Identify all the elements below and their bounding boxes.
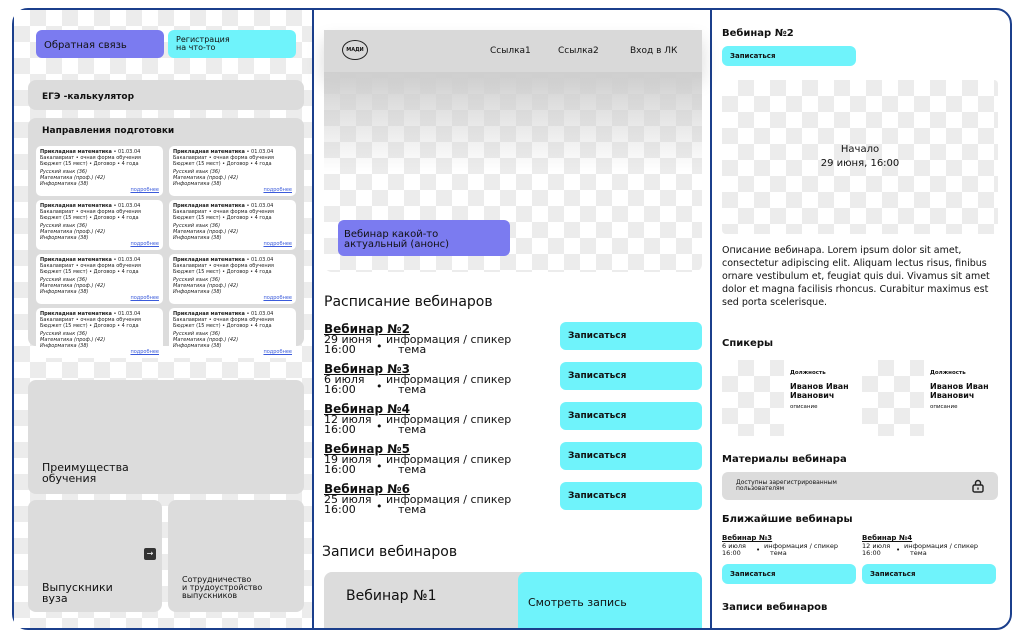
speaker-photo: [862, 360, 924, 436]
speakers-title: Спикеры: [722, 338, 774, 349]
speaker-name: Иванов Иван Иванович: [930, 382, 989, 400]
separator-dot: •: [896, 546, 901, 554]
program-card[interactable]: [36, 146, 163, 196]
register-button[interactable]: Регистрация на что-то: [168, 30, 296, 58]
records-title: Записи вебинаров: [322, 544, 458, 560]
program-card[interactable]: [36, 254, 163, 304]
program-subject: Математика (проф.) (42): [173, 283, 239, 289]
nearest-info: информация / спикер тема: [764, 542, 839, 557]
speaker-photo: [722, 360, 784, 436]
separator-dot: •: [376, 420, 383, 433]
graduates-card[interactable]: [28, 500, 162, 612]
more-link[interactable]: подробнее: [130, 295, 159, 301]
schedule-webinar-title[interactable]: Вебинар №6: [324, 482, 411, 496]
program-card[interactable]: [169, 146, 296, 196]
separator-dot: •: [376, 460, 383, 473]
nav-login[interactable]: Вход в ЛК: [630, 46, 678, 56]
program-level: Бакалавриат • очная форма обучения: [173, 263, 274, 269]
schedule-signup-button[interactable]: Записаться: [560, 362, 702, 390]
program-budget: Бюджет (15 мест) • Договор • 4 года: [173, 269, 272, 275]
directions-title: Направления подготовки: [42, 126, 175, 136]
hero-shade: [324, 72, 702, 172]
schedule-datetime: 29 июня 16:00: [324, 333, 372, 356]
page-frame: [12, 8, 1012, 630]
advantages-label: Преимущества обучения: [42, 461, 129, 485]
program-level: Бакалавриат • очная форма обучения: [173, 209, 274, 215]
program-subject: Математика (проф.) (42): [173, 229, 239, 235]
program-title: Прикладная математика • 01.03.04: [173, 257, 274, 263]
center-column: [314, 10, 712, 628]
schedule-webinar-title[interactable]: Вебинар №3: [324, 362, 411, 376]
schedule-info: информация / спикер тема: [386, 453, 512, 476]
speaker-card: [722, 360, 860, 436]
schedule-title: Расписание вебинаров: [324, 294, 493, 310]
schedule-signup-button[interactable]: Записаться: [560, 482, 702, 510]
nearest-title-link[interactable]: Вебинар №4: [862, 534, 913, 542]
program-subject: Математика (проф.) (42): [40, 283, 106, 289]
more-link[interactable]: подробнее: [263, 295, 292, 301]
program-subject: Русский язык (36): [173, 331, 221, 337]
schedule-signup-button[interactable]: Записаться: [560, 322, 702, 350]
program-title: Прикладная математика • 01.03.04: [173, 149, 274, 155]
separator-dot: •: [376, 380, 383, 393]
program-budget: Бюджет (15 мест) • Договор • 4 года: [173, 161, 272, 167]
more-link[interactable]: подробнее: [130, 349, 159, 355]
nearest-webinar: [722, 534, 858, 588]
program-level: Бакалавриат • очная форма обучения: [173, 155, 274, 161]
left-column: [14, 10, 314, 628]
hero-banner: [324, 30, 702, 272]
speaker-role: Должность: [790, 370, 826, 376]
program-subject: Информатика (38): [40, 289, 89, 295]
program-subject: Русский язык (36): [40, 169, 88, 175]
ege-calculator-card[interactable]: [28, 80, 304, 110]
program-subject: Информатика (38): [40, 181, 89, 187]
program-budget: Бюджет (15 мест) • Договор • 4 года: [40, 323, 139, 329]
separator-dot: •: [376, 340, 383, 353]
schedule-item: [324, 362, 704, 398]
nav-link1[interactable]: Ссылка1: [490, 46, 531, 56]
lock-icon: [972, 479, 984, 493]
materials-text: Доступны зарегистрированным пользователям: [736, 479, 837, 492]
cooperation-card[interactable]: [168, 500, 304, 612]
record-card[interactable]: [324, 572, 702, 628]
program-level: Бакалавриат • очная форма обучения: [40, 155, 141, 161]
program-card[interactable]: [169, 254, 296, 304]
hero-announcement[interactable]: Вебинар какой-то актуальный (анонс): [338, 220, 510, 256]
madi-logo[interactable]: МАДИ: [342, 40, 368, 60]
program-subject: Русский язык (36): [40, 331, 88, 337]
nearest-info: информация / спикер тема: [904, 542, 979, 557]
program-title: Прикладная математика • 01.03.04: [40, 311, 141, 317]
separator-dot: •: [376, 500, 383, 513]
signup-button[interactable]: Записаться: [722, 46, 856, 66]
program-title: Прикладная математика • 01.03.04: [40, 257, 141, 263]
arrow-right-icon[interactable]: →: [144, 548, 156, 560]
program-subject: Русский язык (36): [40, 277, 88, 283]
program-card[interactable]: [169, 200, 296, 250]
program-card[interactable]: [36, 200, 163, 250]
right-column: [712, 10, 1012, 628]
schedule-info: информация / спикер тема: [386, 413, 512, 436]
nearest-datetime: 12 июля 16:00: [862, 542, 891, 557]
schedule-info: информация / спикер тема: [386, 333, 512, 356]
program-subject: Математика (проф.) (42): [173, 337, 239, 343]
program-subject: Русский язык (36): [173, 277, 221, 283]
program-subject: Информатика (38): [40, 343, 89, 349]
webinar-description: Описание вебинара. Lorem ipsum dolor sit amet, consectetur adipiscing elit. Aliquam lectus risus, finibus ornare vestibulum et, feugiat quis dui. Vivamus sit amet dolor et magna facilisis rhoncus. Curabitur maximus est sed porta scelerisque.: [722, 245, 990, 308]
webinar-title: Вебинар №2: [722, 28, 794, 39]
more-link[interactable]: подробнее: [263, 241, 292, 247]
program-subject: Математика (проф.) (42): [40, 337, 106, 343]
program-budget: Бюджет (15 мест) • Договор • 4 года: [173, 215, 272, 221]
program-subject: Информатика (38): [173, 343, 222, 349]
speaker-card: [862, 360, 1000, 436]
start-label: Начало: [840, 144, 880, 155]
directions-card: [28, 118, 304, 355]
program-subject: Русский язык (36): [173, 223, 221, 229]
graduates-label: Выпускники вуза: [42, 581, 113, 605]
schedule-item: [324, 402, 704, 438]
program-level: Бакалавриат • очная форма обучения: [40, 317, 141, 323]
program-subject: Математика (проф.) (42): [173, 175, 239, 181]
advantages-card[interactable]: [28, 380, 304, 494]
materials-locked[interactable]: [722, 472, 998, 500]
schedule-webinar-title[interactable]: Вебинар №2: [324, 322, 411, 336]
nearest-datetime: 6 июля 16:00: [722, 542, 746, 557]
program-title: Прикладная математика • 01.03.04: [173, 311, 274, 317]
cooperation-label: Сотрудничество и трудоустройство выпускников: [182, 575, 263, 600]
nearest-signup-button[interactable]: Записаться: [722, 564, 856, 584]
schedule-info: информация / спикер тема: [386, 373, 512, 396]
schedule-signup-button[interactable]: Записаться: [560, 402, 702, 430]
program-subject: Русский язык (36): [40, 223, 88, 229]
nearest-signup-button[interactable]: Записаться: [862, 564, 996, 584]
materials-title: Материалы вебинара: [722, 454, 847, 465]
program-level: Бакалавриат • очная форма обучения: [40, 263, 141, 269]
more-link[interactable]: подробнее: [263, 187, 292, 193]
program-subject: Информатика (38): [40, 235, 89, 241]
right-records-title: Записи вебинаров: [722, 602, 828, 613]
program-subject: Информатика (38): [173, 181, 222, 187]
separator-dot: •: [756, 546, 761, 554]
schedule-item: [324, 442, 704, 478]
watch-record-button[interactable]: Смотреть запись: [518, 572, 702, 628]
program-budget: Бюджет (15 мест) • Договор • 4 года: [173, 323, 272, 329]
speaker-role: Должность: [930, 370, 966, 376]
schedule-item: [324, 482, 704, 518]
schedule-webinar-title[interactable]: Вебинар №4: [324, 402, 411, 416]
program-subject: Информатика (38): [173, 235, 222, 241]
nearest-title-link[interactable]: Вебинар №3: [722, 534, 773, 542]
more-link[interactable]: подробнее: [130, 187, 159, 193]
more-link[interactable]: подробнее: [130, 241, 159, 247]
schedule-item: [324, 322, 704, 358]
program-subject: Математика (проф.) (42): [40, 175, 106, 181]
speaker-name: Иванов Иван Иванович: [790, 382, 849, 400]
schedule-datetime: 19 июля 16:00: [324, 453, 372, 476]
webinar-preview: [722, 80, 998, 234]
program-title: Прикладная математика • 01.03.04: [40, 203, 141, 209]
top-nav: [324, 30, 702, 72]
schedule-signup-button[interactable]: Записаться: [560, 442, 702, 470]
schedule-datetime: 6 июля 16:00: [324, 373, 365, 396]
program-budget: Бюджет (15 мест) • Договор • 4 года: [40, 215, 139, 221]
nav-link2[interactable]: Ссылка2: [558, 46, 599, 56]
program-subject: Русский язык (36): [173, 169, 221, 175]
schedule-webinar-title[interactable]: Вебинар №5: [324, 442, 411, 456]
program-title: Прикладная математика • 01.03.04: [40, 149, 141, 155]
program-budget: Бюджет (15 мест) • Договор • 4 года: [40, 269, 139, 275]
program-subject: Математика (проф.) (42): [40, 229, 106, 235]
speaker-desc: описание: [790, 404, 818, 410]
program-level: Бакалавриат • очная форма обучения: [40, 209, 141, 215]
nearest-webinar: [862, 534, 998, 588]
speaker-desc: описание: [930, 404, 958, 410]
program-subject: Информатика (38): [173, 289, 222, 295]
program-budget: Бюджет (15 мест) • Договор • 4 года: [40, 161, 139, 167]
program-card[interactable]: [36, 308, 163, 358]
program-title: Прикладная математика • 01.03.04: [173, 203, 274, 209]
more-link[interactable]: подробнее: [263, 349, 292, 355]
program-card[interactable]: [169, 308, 296, 358]
start-date: 29 июня, 16:00: [820, 158, 900, 169]
nearest-title: Ближайшие вебинары: [722, 514, 853, 525]
feedback-button[interactable]: Обратная связь: [36, 30, 164, 58]
schedule-datetime: 25 июля 16:00: [324, 493, 372, 516]
schedule-info: информация / спикер тема: [386, 493, 512, 516]
ege-calculator-label: ЕГЭ -калькулятор: [42, 92, 135, 102]
record-title: Вебинар №1: [346, 588, 437, 604]
schedule-datetime: 12 июля 16:00: [324, 413, 372, 436]
program-level: Бакалавриат • очная форма обучения: [173, 317, 274, 323]
